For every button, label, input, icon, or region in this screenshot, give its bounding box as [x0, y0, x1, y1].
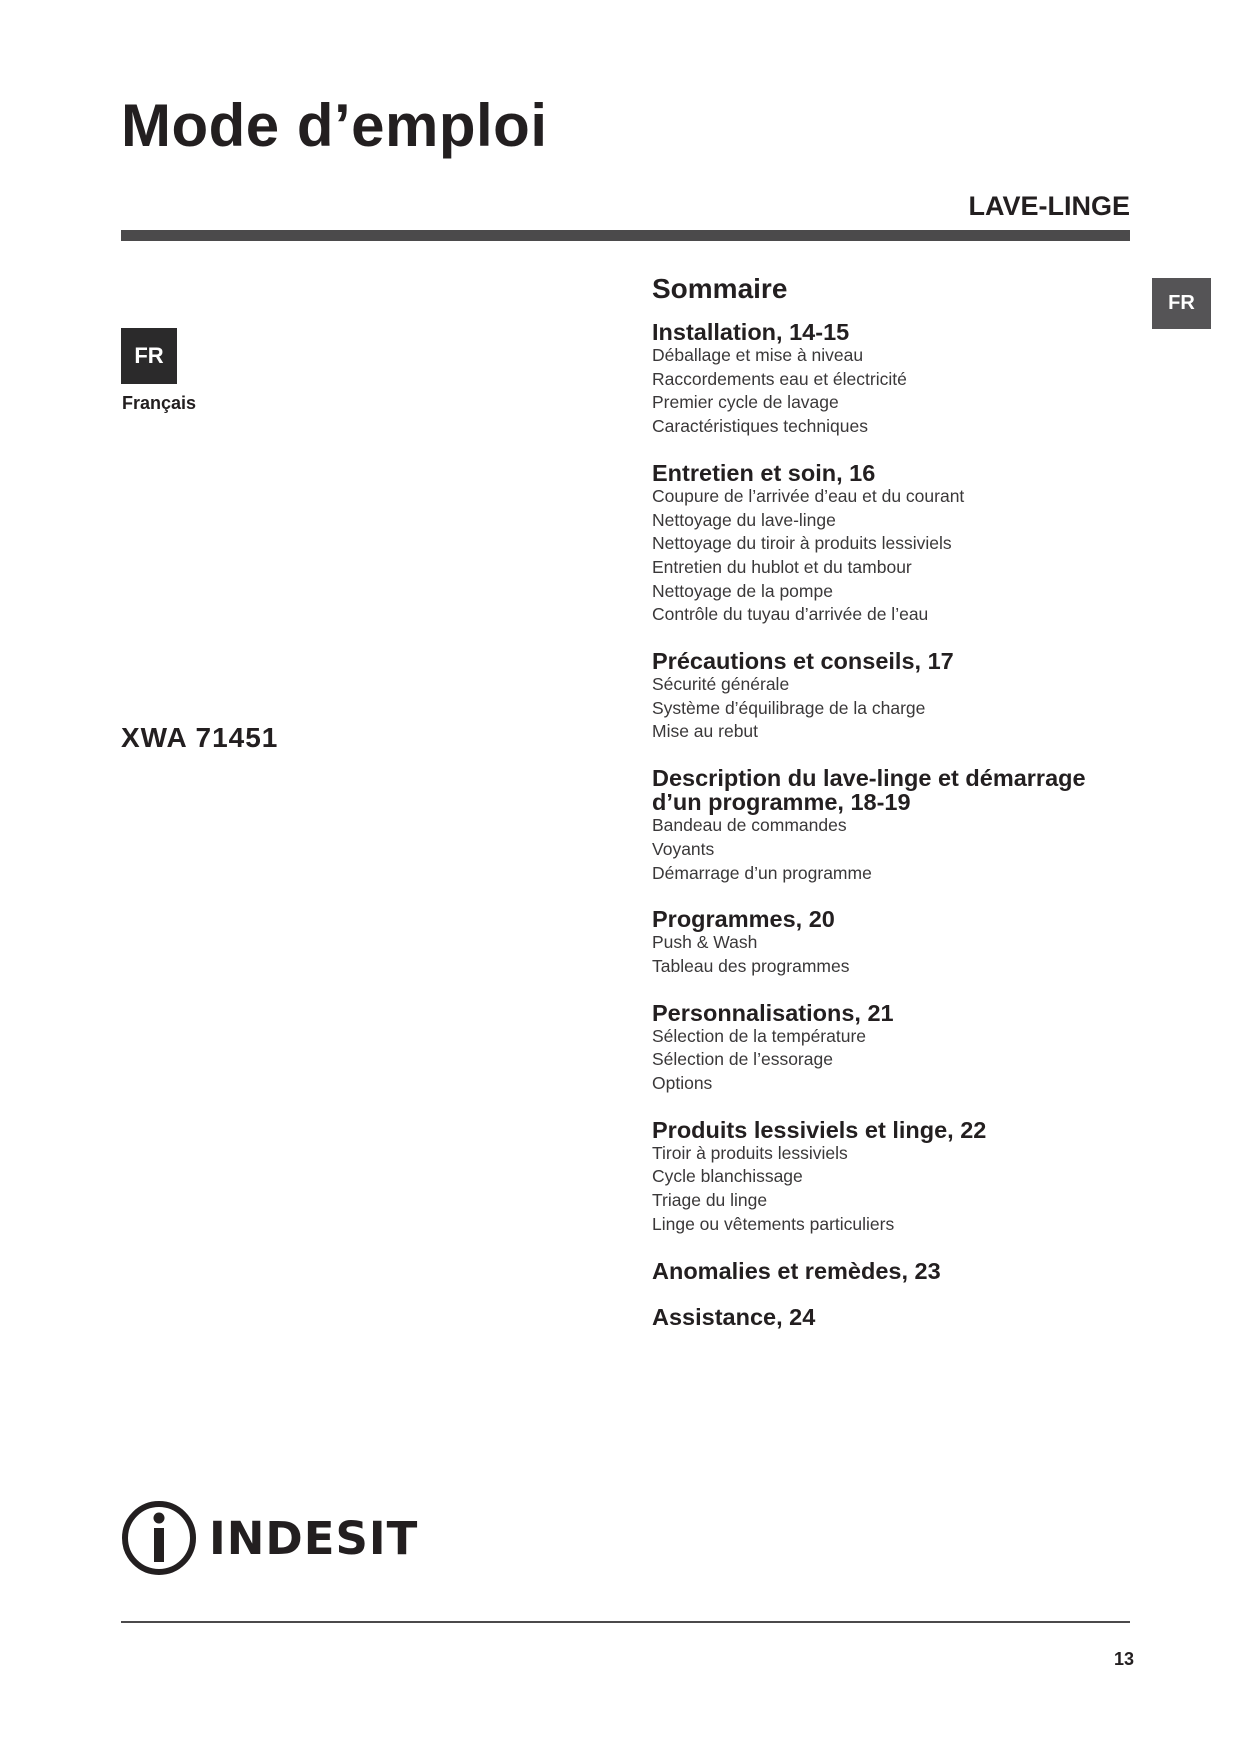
- toc-section: [652, 766, 1132, 885]
- language-badge: FR: [121, 328, 177, 384]
- toc-item: Cycle blanchissage: [652, 1166, 803, 1187]
- language-edge-tab: FR: [1152, 278, 1211, 329]
- toc-item: Nettoyage du lave-linge: [652, 509, 836, 530]
- toc-item: Nettoyage du tiroir à produits lessiviels: [652, 533, 952, 554]
- toc-item: Raccordements eau et électricité: [652, 368, 907, 389]
- toc-item: Entretien du hublot et du tambour: [652, 556, 912, 577]
- page-number: 13: [1113, 1649, 1134, 1669]
- toc-item: Sélection de la température: [652, 1025, 867, 1046]
- toc-item: Sélection de l’essorage: [652, 1049, 833, 1070]
- brand-name: INDESIT: [209, 1511, 419, 1565]
- toc-section: [652, 907, 1132, 978]
- toc-item: Linge ou vêtements particuliers: [652, 1213, 895, 1234]
- toc-title: Sommaire: [652, 273, 788, 304]
- info-circle-logo-icon: [121, 1500, 197, 1576]
- toc-section: [652, 1001, 1132, 1096]
- toc-section-heading: Assistance, 24: [652, 1303, 816, 1330]
- toc-section-items: [652, 931, 1132, 978]
- toc-section-items: [652, 673, 1132, 744]
- toc-item: Voyants: [652, 838, 715, 859]
- toc-section: [652, 1305, 1132, 1329]
- toc-sections: [652, 320, 1132, 1329]
- toc-item: Déballage et mise à niveau: [652, 345, 864, 365]
- toc-section-items: [652, 1142, 1132, 1237]
- brand-logo: [121, 1500, 418, 1576]
- footer-divider: [121, 1621, 1130, 1623]
- toc-item: Système d’équilibrage de la charge: [652, 697, 926, 718]
- toc-section-heading: Produits lessiviels et linge, 22: [652, 1116, 987, 1143]
- toc-section-heading: Description du lave-linge et démarrage d’un programme, 18-19: [652, 765, 1086, 816]
- toc-section: [652, 1259, 1132, 1283]
- toc-item: Push & Wash: [652, 932, 758, 953]
- toc-section: [652, 461, 1132, 627]
- toc-section-items: [652, 814, 1132, 885]
- header-divider: [121, 230, 1130, 241]
- toc-section-items: [652, 344, 1132, 439]
- toc-section-heading: Entretien et soin, 16: [652, 459, 876, 486]
- toc-section: [652, 649, 1132, 744]
- toc-item: Sécurité générale: [652, 674, 790, 695]
- toc-section: [652, 1118, 1132, 1237]
- toc-section-heading: Personnalisations, 21: [652, 999, 894, 1026]
- toc-item: Tableau des programmes: [652, 955, 850, 976]
- toc-section-items: [652, 485, 1132, 627]
- product-type: LAVE-LINGE: [968, 191, 1130, 221]
- toc-item: Coupure de l’arrivée d’eau et du courant: [652, 485, 965, 506]
- model-number: XWA 71451: [121, 722, 279, 753]
- toc-item: Bandeau de commandes: [652, 815, 847, 836]
- table-of-contents: [652, 272, 1132, 1351]
- toc-item: Options: [652, 1073, 713, 1094]
- toc-item: Triage du linge: [652, 1190, 768, 1211]
- toc-item: Caractéristiques techniques: [652, 416, 868, 437]
- toc-item: Contrôle du tuyau d’arrivée de l’eau: [652, 604, 929, 625]
- toc-item: Premier cycle de lavage: [652, 392, 839, 413]
- toc-section-heading: Programmes, 20: [652, 906, 835, 933]
- toc-section-heading: Précautions et conseils, 17: [652, 648, 954, 675]
- toc-section-items: [652, 1025, 1132, 1096]
- toc-item: Mise au rebut: [652, 721, 759, 742]
- toc-item: Démarrage d’un programme: [652, 862, 872, 883]
- toc-item: Nettoyage de la pompe: [652, 580, 833, 601]
- toc-section: [652, 320, 1132, 439]
- toc-item: Tiroir à produits lessiviels: [652, 1142, 848, 1163]
- page-title: Mode d’emploi: [121, 92, 548, 159]
- language-name: Français: [122, 393, 197, 413]
- toc-section-heading: Anomalies et remèdes, 23: [652, 1257, 941, 1284]
- toc-section-heading: Installation, 14-15: [652, 319, 850, 345]
